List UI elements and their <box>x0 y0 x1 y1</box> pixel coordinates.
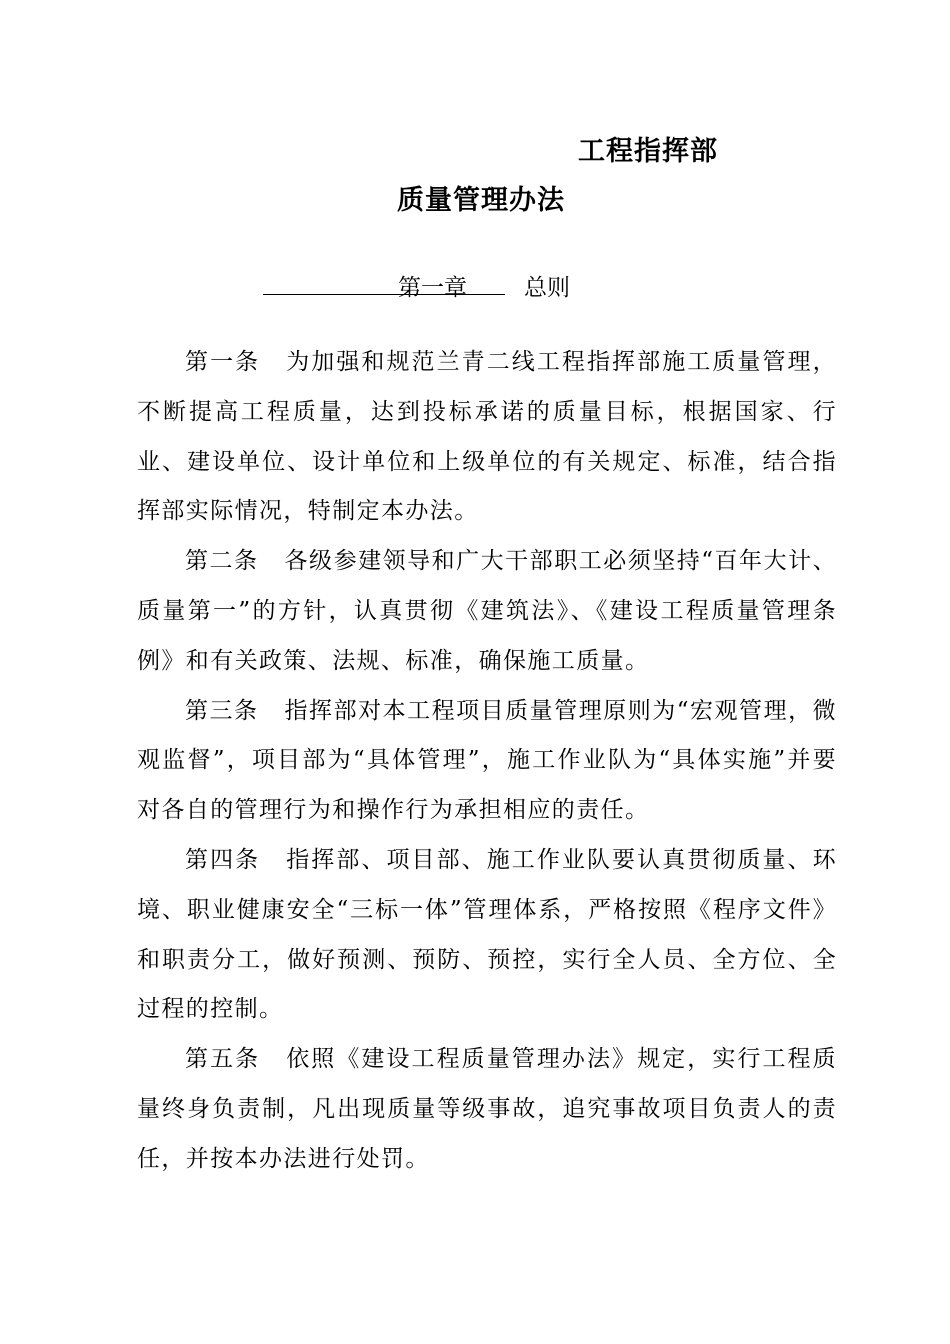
article-label: 第一条 <box>185 349 261 375</box>
article-text: 各级参建领导和广大干部职工必须坚持“百年大计、质量第一”的方针，认真贯彻《建筑法》、《建设工程质量管理条例》和有关政策、法规、标准，确保施工质量。 <box>137 548 837 674</box>
document-title-line <box>0 132 950 172</box>
article-text: 指挥部、项目部、施工作业队要认真贯彻质量、环境、职业健康安全“三标一体”管理体系，严格按照《程序文件》和职责分工，做好预测、预防、预控，实行全人员、全方位、全过程的控制。 <box>137 846 837 1023</box>
article-label: 第三条 <box>185 697 259 724</box>
article-paragraph <box>137 687 837 836</box>
title-org-name: 工程指挥部 <box>578 136 718 167</box>
chapter-name: 总则 <box>524 275 570 301</box>
article-paragraph <box>137 1035 837 1184</box>
article-text: 指挥部对本工程项目质量管理原则为“宏观管理，微观监督”，项目部为“具体管理”，施工作业队为“具体实施”并要对各自的管理行为和操作行为承担相应的责任。 <box>137 697 837 824</box>
article-paragraph <box>137 836 837 1035</box>
article-label: 第四条 <box>185 846 261 873</box>
article-text: 依照《建设工程质量管理办法》规定，实行工程质量终身负责制，凡出现质量等级事故，追究事故项目负责人的责任，并按本办法进行处罚。 <box>137 1046 837 1172</box>
article-label: 第二条 <box>185 548 259 575</box>
article-label: 第五条 <box>185 1046 261 1073</box>
article-paragraph <box>137 537 837 686</box>
document-subtitle: 质量管理办法 <box>397 185 565 216</box>
chapter-number: 第一章 <box>398 275 467 301</box>
article-paragraph <box>137 338 837 537</box>
title-blank-underline <box>263 294 505 295</box>
document-body <box>137 338 837 1185</box>
article-text: 为加强和规范兰青二线工程指挥部施工质量管理，不断提高工程质量，达到投标承诺的质量目标，根据国家、行业、建设单位、设计单位和上级单位的有关规定、标准，结合指挥部实际情况，特制定本办法。 <box>137 349 837 525</box>
